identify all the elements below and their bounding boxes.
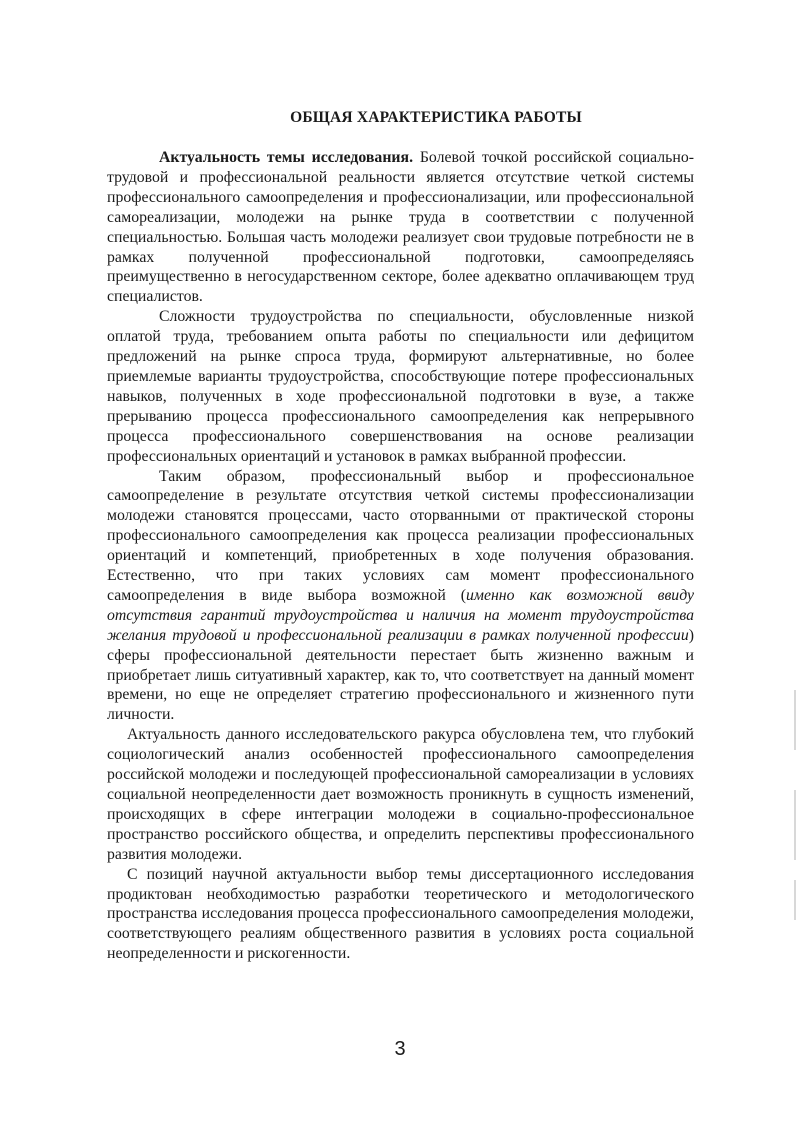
paragraph-scientific-relevance — [107, 865, 694, 965]
document-body — [107, 148, 694, 964]
scan-edge-mark — [794, 880, 796, 920]
paragraph-text: Таким образом, профессиональный выбор и профессиональное самоопределение в результате отсутствия четкой системы профессионализации молодежи становятся процессами, часто оторванными от практической стороны профессионального самоопределения как процесса реализации профессиональных ориентаций и компетенций, приобретенных в ходе получения образования. Естественно, что при таких условиях сам момент профессионального самоопределения в виде выбора возможной ( — [107, 467, 694, 604]
paragraph-text: Актуальность данного исследовательского ракурса обусловлена тем, что глубокий социологический анализ особенностей профессионального самоопределения российской молодежи и последующей профессиональной самореализации в условиях социальной неопределенности дает возможность проникнуть в сущность изменений, происходящих в сфере интеграции молодежи в социально-профессиональное пространство российского общества, и определить перспективы профессионального развития молодежи. — [107, 726, 694, 863]
paragraph-italic-remark: именно как возможной ввиду отсутствия гарантий трудоустройства и наличия на момент трудоустройства желания трудовой и профессиональной реализации в рамках полученной профессии — [107, 586, 694, 644]
scan-edge-mark — [794, 790, 796, 860]
paragraph-employment-difficulties — [107, 307, 694, 466]
page-number: 3 — [394, 1038, 406, 1060]
paragraph-relevance — [107, 148, 694, 307]
paragraph-text: Болевой точкой российской социально-трудовой и профессиональной реальности является отсутствие четкой системы профессионального самоопределения и профессионализации, или профессиональной самореализации, молодежи на рынке труда в соответствии с полученной специальностью. Большая часть молодежи реализует свои трудовые потребности не в рамках полученной профессиональной подготовки, самоопределяясь преимущественно в негосударственном секторе, более адекватно оплачивающем труд специалистов. — [107, 149, 694, 306]
paragraph-research-angle — [107, 725, 694, 864]
paragraph-text: ) сферы профессиональной деятельности перестает быть жизненно важным и приобретает лишь ситуативный характер, как то, что соответствует на данный момент времени, но еще не определяет стратегию профессионального и жизненного пути личности. — [107, 626, 694, 724]
paragraph-text: Сложности трудоустройства по специальности, обусловленные низкой оплатой труда, требованием опыта работы по специальности или дефицитом предложений на рынке спроса труда, формируют альтернативные, но более приемлемые варианты трудоустройства, способствующие потере профессиональных навыков, полученных в ходе профессиональной подготовки в вузе, а также прерыванию процесса профессионального самоопределения как непрерывного процесса профессионального совершенствования на основе реализации профессиональных ориентаций и установок в рамках выбранной профессии. — [107, 308, 694, 465]
paragraph-text: С позиций научной актуальности выбор темы диссертационного исследования продиктован необходимостью разработки теоретического и методологического пространства исследования процесса профессионального самоопределения молодежи, соответствующего реалиям общественного развития в условиях роста социальной неопределенности и рискогенности. — [107, 865, 694, 963]
scan-edge-mark — [794, 690, 796, 750]
paragraph-lead-heading: Актуальность темы исследования. — [159, 149, 414, 166]
paragraph-professional-choice — [107, 467, 694, 726]
document-title: ОБЩАЯ ХАРАКТЕРИСТИКА РАБОТЫ — [290, 109, 582, 126]
